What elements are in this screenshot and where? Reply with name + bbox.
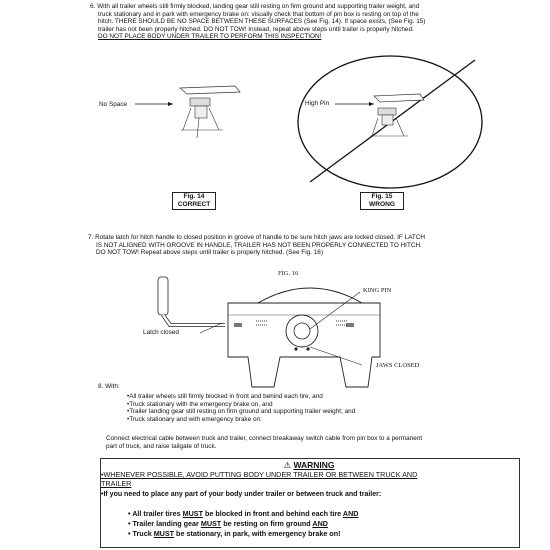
- warning-item-truck-c: be stationary, in park, with emergency brake on!: [174, 529, 341, 538]
- fig15-high-pin-label: High Pin: [305, 100, 330, 107]
- warning-item-tires: [128, 509, 358, 518]
- step8-bullet4: •Truck stationary and with emergency brake on:: [127, 415, 262, 423]
- fig14-caption-number: Fig. 14: [183, 193, 205, 200]
- step6-line5: DO NOT PLACE BODY UNDER TRAILER TO PERFORM THIS INSPECTION!: [98, 33, 322, 41]
- warning-item-tires-and: AND: [342, 509, 359, 518]
- warning-item-truck-must: MUST: [153, 529, 175, 538]
- step7-line2: IS NOT ALIGNED WITH GROOVE IN HANDLE, TRAILER HAS NOT BEEN PROPERLY CONNECTED TO HITCH.: [96, 241, 422, 249]
- fig14-caption-verdict: CORRECT: [177, 201, 211, 208]
- fig14-no-space-label: No Space: [99, 101, 128, 108]
- step6-text: [90, 3, 510, 41]
- fig16-king-pin-label: KING PIN: [363, 287, 392, 294]
- step8-connect-text: [106, 435, 526, 450]
- fig15-illustration: [270, 52, 485, 192]
- warning-item-landing-gear: [128, 519, 328, 528]
- fig15-caption: [360, 192, 404, 210]
- warning-item-truck: [128, 529, 341, 538]
- step8-bullet1: •All trailer wheels still firmly blocked in front and behind each tire, and: [127, 393, 323, 400]
- step6-line1: 6. With all trailer wheels still firmly blocked, landing gear still resting on firm ground and supporting trailer weight, and: [90, 3, 420, 10]
- step7-text: [88, 234, 518, 257]
- step8-heading: 8. With:: [98, 383, 120, 390]
- warning-title-text: WARNING: [293, 460, 335, 470]
- step8-bullet2: •Truck stationary with the emergency brake on, and: [127, 400, 273, 408]
- step8-connect-line2: part of truck, and raise tailgate of truck.: [106, 442, 217, 450]
- fig15-caption-number: Fig. 15: [371, 193, 393, 200]
- warning-avoid-line2: TRAILER: [101, 478, 132, 488]
- fig16-title: FIG. 16: [278, 270, 299, 277]
- warning-avoid-text: [101, 471, 515, 488]
- step8-bullet3: •Trailer landing gear still resting on firm ground and supporting trailer weight; and: [127, 408, 356, 416]
- step7-line3: DO NOT TOW! Repeat above steps until trailer is properly hitched. (See Fig. 16): [96, 249, 323, 257]
- warning-triangle-icon: ⚠: [283, 460, 292, 470]
- warning-item-gear-and: AND: [312, 519, 328, 528]
- warning-avoid-line1: •WHENEVER POSSIBLE, AVOID PUTTING BODY UNDER TRAILER OR BETWEEN TRUCK AND: [101, 470, 418, 479]
- step6-line3: hitch. THERE SHOULD BE NO SPACE BETWEEN THESE SURFACES (See Fig. 14). If space exists, (See Fig. 15): [98, 18, 426, 26]
- warning-item-truck-a: • Truck: [128, 529, 154, 538]
- fig16-jaws-closed-label: JAWS CLOSED: [376, 362, 420, 369]
- fig16-latch-closed-label: Latch closed: [143, 329, 179, 336]
- step8-bullets: [127, 393, 507, 423]
- warning-item-tires-c: be blocked in front and behind each tire: [202, 509, 343, 518]
- warning-item-tires-must: MUST: [182, 509, 203, 518]
- step7-line1: 7. Rotate latch for hitch handle to closed position in groove of handle to be sure hitch jaws are locked closed. IF LATCH: [88, 234, 425, 241]
- fig15-caption-verdict: WRONG: [368, 201, 395, 208]
- step6-line2: truck stationary and in park with emergency brake on: visually check that bottom of pin box is resting on top of the: [98, 10, 419, 18]
- step6-line4: trailer has not been properly hitched. DO NOT TOW! Instead, repeat above steps until trailer is properly hitched.: [98, 25, 414, 33]
- warning-body-part-text: •If you need to place any part of your body under trailer or between truck and trailer:: [101, 491, 382, 498]
- step8-connect-line1: Connect electrical cable between truck and trailer, connect breakaway switch cable from pin box to a permanent: [106, 435, 423, 442]
- warning-item-tires-a: • All trailer tires: [128, 509, 183, 518]
- warning-item-gear-a: • Trailer landing gear: [128, 519, 201, 528]
- warning-item-gear-c: be resting on firm ground: [221, 519, 313, 528]
- warning-item-gear-must: MUST: [200, 519, 222, 528]
- fig14-caption: [172, 192, 216, 210]
